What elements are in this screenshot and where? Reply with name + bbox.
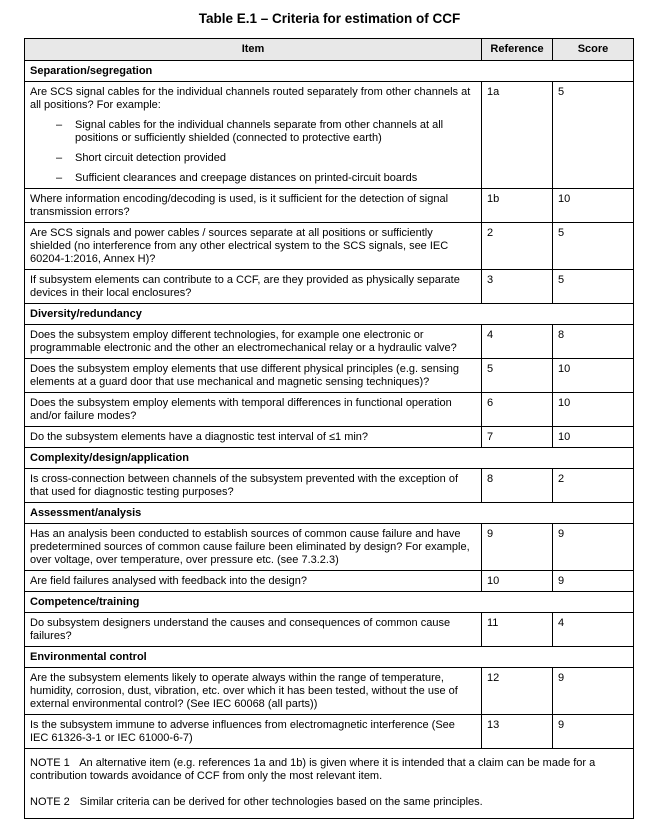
header-reference: Reference [482,39,553,61]
section-title: Separation/segregation [25,61,634,82]
table-row [25,325,634,359]
reference-cell: 13 [482,715,553,749]
score-cell: 10 [553,189,634,223]
score-cell: 10 [553,427,634,448]
sub-item: – Short circuit detection provided [30,152,476,165]
item-cell: Does the subsystem employ elements that use different physical principles (e.g. sensing elements at a guard door that use mechanical and magnetic sensing techniques)? [25,359,482,393]
item-cell: Are the subsystem elements likely to operate always within the range of temperature, humidity, corrosion, dust, vibration, etc. over which it has been tested, without the use of external environmental control? (See IEC 60068 (all parts)) [25,668,482,715]
item-cell: Are field failures analysed with feedback into the design? [25,571,482,592]
reference-cell: 11 [482,613,553,647]
reference-cell: 2 [482,223,553,270]
notes-row [25,749,634,819]
reference-cell: 3 [482,270,553,304]
section-title: Environmental control [25,647,634,668]
table-row [25,270,634,304]
item-cell: Are SCS signals and power cables / sources separate at all positions or sufficiently shielded (no interference from any other electrical system to the SCS signals, see IEC 60204-1:2016, Annex H)? [25,223,482,270]
table-row [25,715,634,749]
note-text: Similar criteria can be derived for other technologies based on the same principles. [79,796,483,808]
table-row [25,223,634,270]
item-cell: Has an analysis been conducted to establish sources of common cause failure and have predetermined sources of common cause failure been eliminated by design? For example, over voltage, over temperature, over pressure etc. (see 7.3.2.3) [25,524,482,571]
item-cell [25,82,482,189]
note-label: NOTE 2 [30,796,70,808]
score-cell: 4 [553,613,634,647]
table-row [25,571,634,592]
reference-cell: 8 [482,469,553,503]
reference-cell: 5 [482,359,553,393]
reference-cell: 6 [482,393,553,427]
section-title: Complexity/design/application [25,448,634,469]
sub-item: – Sufficient clearances and creepage distances on printed-circuit boards [30,172,476,185]
table-row [25,524,634,571]
table-row [25,427,634,448]
section-title: Diversity/redundancy [25,304,634,325]
item-cell: Is the subsystem immune to adverse influences from electromagnetic interference (See IEC 61326-3-1 or IEC 61000-6-7) [25,715,482,749]
item-cell: Does the subsystem employ elements with temporal differences in functional operation and/or failure modes? [25,393,482,427]
header-row [25,39,634,61]
table-row [25,82,634,189]
section-row [25,647,634,668]
reference-cell: 9 [482,524,553,571]
reference-cell: 10 [482,571,553,592]
score-cell: 8 [553,325,634,359]
note-text: An alternative item (e.g. references 1a and 1b) is given where it is intended that a claim can be made for a contribution towards avoidance of CCF from only the most relevant item. [30,757,596,782]
score-cell: 10 [553,393,634,427]
item-cell: Do subsystem designers understand the causes and consequences of common cause failures? [25,613,482,647]
table-row [25,469,634,503]
table-title: Table E.1 – Criteria for estimation of CCF [198,11,461,26]
table-row [25,189,634,223]
section-title: Assessment/analysis [25,503,634,524]
score-cell: 10 [553,359,634,393]
section-row [25,503,634,524]
item-cell: Where information encoding/decoding is used, is it sufficient for the detection of signal transmission errors? [25,189,482,223]
reference-cell: 7 [482,427,553,448]
reference-cell: 4 [482,325,553,359]
reference-cell: 1a [482,82,553,189]
score-cell: 9 [553,668,634,715]
reference-cell: 1b [482,189,553,223]
sub-item: – Signal cables for the individual channels separate from other channels at all positions or sufficiently shielded (connected to protective earth) [30,119,476,145]
note [30,757,628,783]
item-cell: Is cross-connection between channels of the subsystem prevented with the exception of that used for diagnostic testing purposes? [25,469,482,503]
section-row [25,61,634,82]
header-item: Item [25,39,482,61]
score-cell: 9 [553,524,634,571]
table-row [25,668,634,715]
section-title: Competence/training [25,592,634,613]
section-row [25,304,634,325]
score-cell: 5 [553,223,634,270]
score-cell: 9 [553,715,634,749]
table-row [25,613,634,647]
score-cell: 2 [553,469,634,503]
item-cell: Do the subsystem elements have a diagnostic test interval of ≤1 min? [25,427,482,448]
item-cell: Does the subsystem employ different technologies, for example one electronic or programmable electronic and the other an electromechanical relay or a hydraulic valve? [25,325,482,359]
notes-cell [25,749,634,819]
note-label: NOTE 1 [30,757,70,769]
ccf-criteria-table [24,38,634,819]
item-cell: If subsystem elements can contribute to a CCF, are they provided as physically separate devices in their local enclosures? [25,270,482,304]
score-cell: 9 [553,571,634,592]
header-score: Score [553,39,634,61]
score-cell: 5 [553,270,634,304]
section-row [25,448,634,469]
reference-cell: 12 [482,668,553,715]
note [30,796,628,809]
table-row [25,359,634,393]
sub-item-list [30,119,476,185]
section-row [25,592,634,613]
item-text: Are SCS signal cables for the individual channels routed separately from other channels at all positions? For example: [30,86,471,111]
score-cell: 5 [553,82,634,189]
table-row [25,393,634,427]
